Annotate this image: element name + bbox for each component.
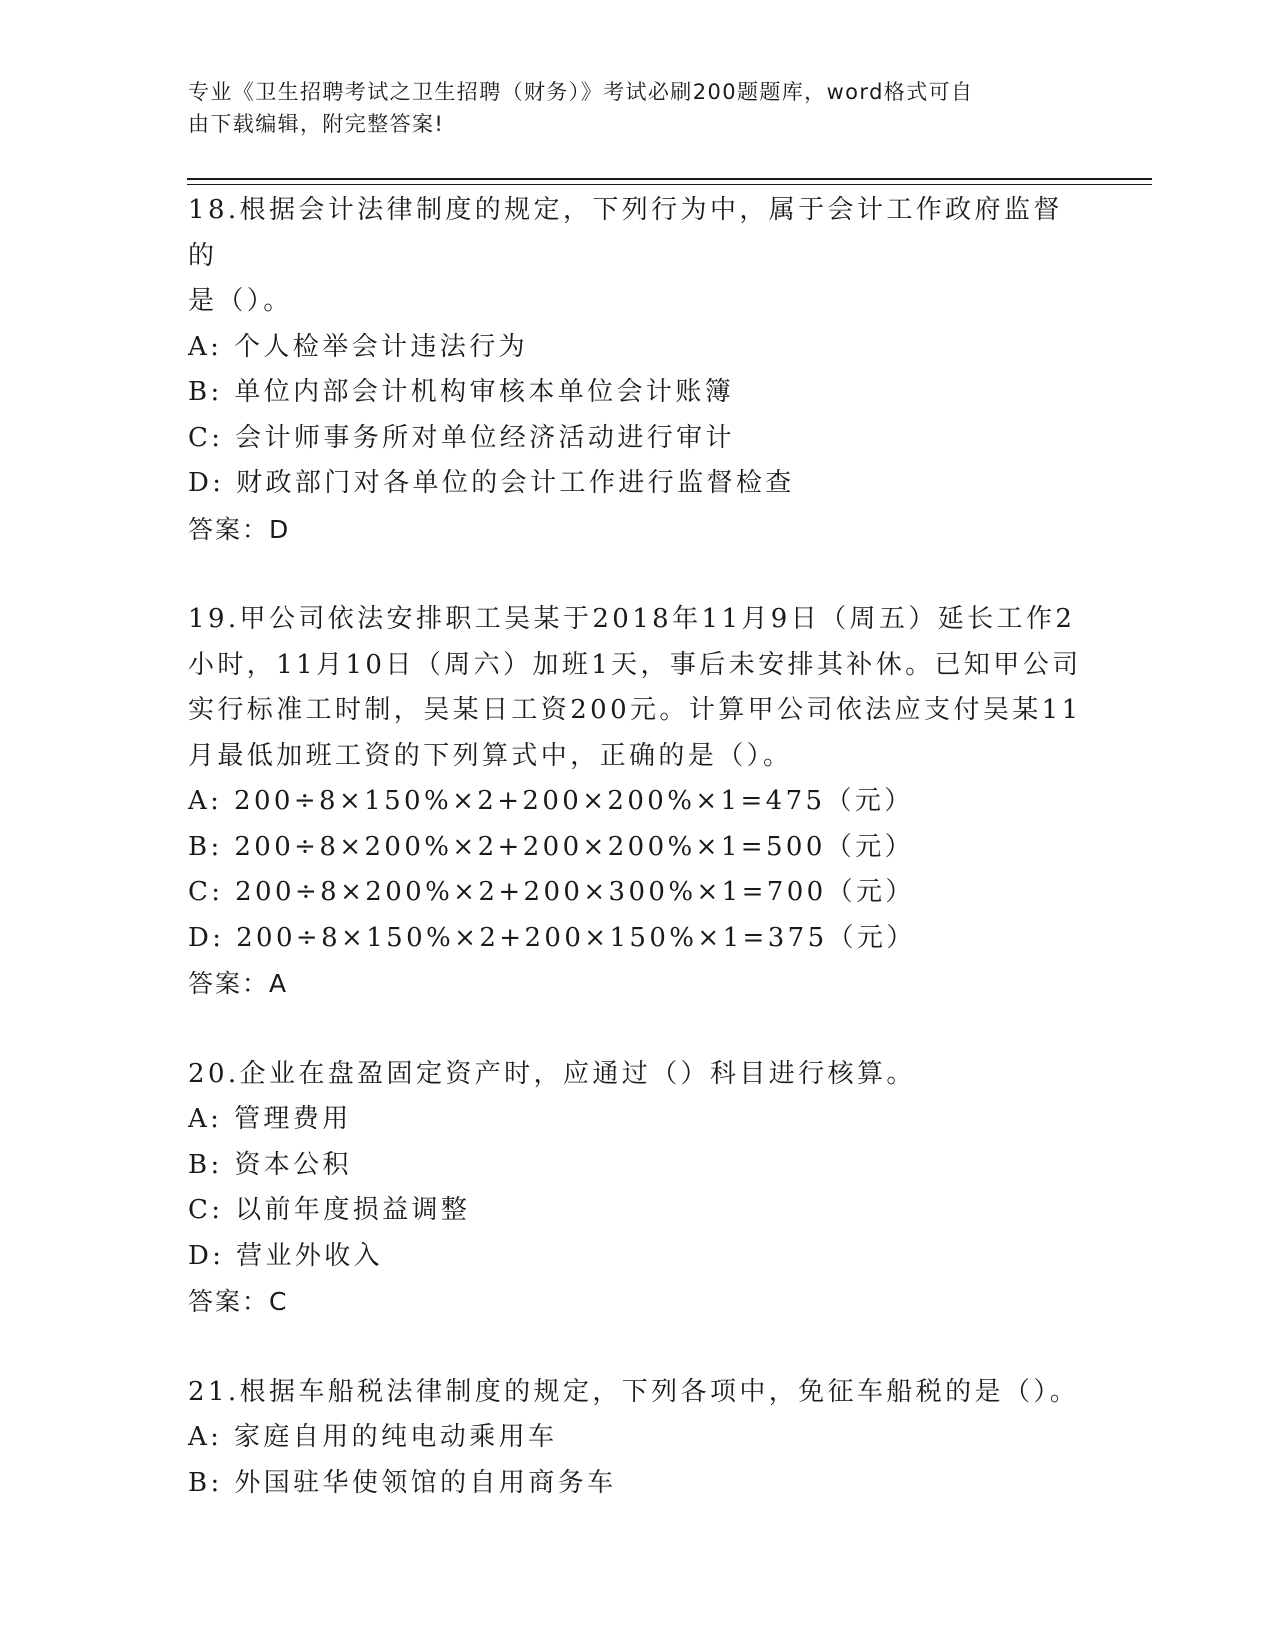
question-text-line: 小时，11月10日（周六）加班1天，事后未安排其补休。已知甲公司 bbox=[188, 649, 1082, 680]
question-text-line: 18.根据会计法律制度的规定，下列行为中，属于会计工作政府监督的 bbox=[188, 195, 1063, 271]
option-a: A: 个人检举会计违法行为 bbox=[188, 331, 529, 362]
option-d: D: 财政部门对各单位的会计工作进行监督检查 bbox=[188, 468, 795, 498]
option-c: C: 200÷8×200%×2+200×300%×1=700（元） bbox=[188, 877, 915, 907]
question-text-line: 19.甲公司依法安排职工吴某于2018年11月9日（周五）延长工作2 bbox=[188, 604, 1076, 634]
question-19 bbox=[188, 597, 1088, 1007]
option-c: C: 以前年度损益调整 bbox=[188, 1195, 471, 1225]
header-line-2: 由下载编辑，附完整答案! bbox=[188, 112, 445, 136]
answer-line: 答案：A bbox=[188, 969, 289, 998]
document-header bbox=[188, 76, 1068, 140]
option-c: C: 会计师事务所对单位经济活动进行审计 bbox=[188, 422, 735, 453]
option-b: B: 200÷8×200%×2+200×200%×1=500（元） bbox=[188, 831, 914, 862]
header-divider-thin bbox=[187, 184, 1152, 185]
option-a: A: 家庭自用的纯电动乘用车 bbox=[188, 1422, 558, 1452]
option-b: B: 外国驻华使领馆的自用商务车 bbox=[188, 1467, 617, 1498]
option-a: A: 200÷8×150%×2+200×200%×1=475（元） bbox=[188, 786, 914, 816]
question-18 bbox=[188, 188, 1088, 552]
question-text-line: 20.企业在盘盈固定资产时，应通过（）科目进行核算。 bbox=[188, 1058, 916, 1089]
header-line-1: 专业《卫生招聘考试之卫生招聘（财务）》考试必刷200题题库，word格式可自 bbox=[188, 80, 974, 104]
question-21 bbox=[188, 1370, 1088, 1507]
option-d: D: 200÷8×150%×2+200×150%×1=375（元） bbox=[188, 922, 916, 953]
option-a: A: 管理费用 bbox=[188, 1104, 352, 1134]
question-20 bbox=[188, 1052, 1088, 1325]
question-list bbox=[188, 188, 1088, 1551]
option-b: B: 资本公积 bbox=[188, 1149, 352, 1180]
option-b: B: 单位内部会计机构审核本单位会计账簿 bbox=[188, 377, 735, 407]
question-text-line: 实行标准工时制，吴某日工资200元。计算甲公司依法应支付吴某11 bbox=[188, 695, 1082, 725]
answer-line: 答案：C bbox=[188, 1287, 289, 1316]
option-d: D: 营业外收入 bbox=[188, 1240, 384, 1271]
question-text-line: 是（）。 bbox=[188, 286, 293, 316]
header-divider-thick bbox=[187, 178, 1152, 180]
answer-line: 答案：D bbox=[188, 514, 291, 544]
question-text-line: 21.根据车船税法律制度的规定，下列各项中，免征车船税的是（）。 bbox=[188, 1376, 1080, 1407]
question-text-line: 月最低加班工资的下列算式中，正确的是（）。 bbox=[188, 740, 793, 771]
